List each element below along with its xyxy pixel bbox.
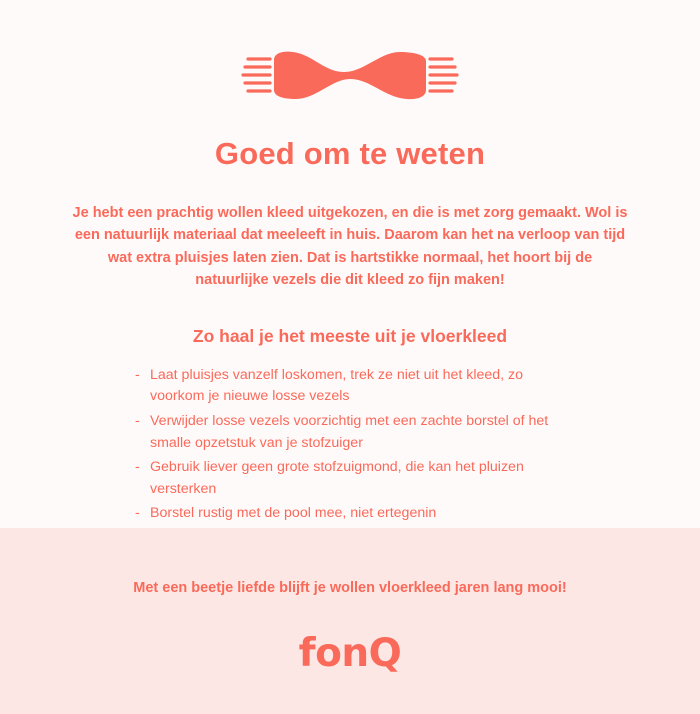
bullet-marker: -	[135, 459, 140, 476]
list-item-label: Gebruik liever geen grote stofzuigmond, die kan het pluizen versterken	[150, 459, 524, 497]
fonq-logo: fonQ	[298, 630, 402, 676]
list-item-label: Borstel rustig met de pool mee, niet ertegenin	[150, 505, 437, 522]
list-item-label: Verwijder losse vezels voorzichtig met een zachte borstel of het smalle opzetstuk van je stofzuiger	[150, 413, 549, 451]
footer-message: Met een beetje liefde blijft je wollen vloerkleed jaren lang mooi!	[133, 579, 567, 596]
list-item-label: Laat pluisjes vanzelf loskomen, trek ze niet uit het kleed, zo voorkom je nieuwe losse vezels	[150, 366, 524, 405]
tips-list	[135, 365, 565, 528]
bullet-marker: -	[135, 413, 140, 430]
list-item	[135, 457, 565, 500]
intro-paragraph: Je hebt een prachtig wollen kleed uitgekozen, en die is met zorg gemaakt. Wol is een natuurlijk materiaal dat meeleeft in huis. Daarom kan het na verloop van tijd wat extra pluisjes laten zien. Dat is hartstikke normaal, het hoort bij de natuurlijke vezels die dit kleed zo fijn maken!	[72, 205, 628, 289]
list-item	[135, 365, 565, 408]
page-title: Goed om te weten	[214, 136, 486, 171]
list-item	[135, 411, 565, 454]
card-footer	[0, 528, 700, 714]
bullet-marker: -	[135, 505, 140, 522]
rug-icon	[240, 46, 460, 108]
bullet-marker: -	[135, 366, 140, 383]
section-subtitle: Zo haal je het meeste uit je vloerkleed	[192, 325, 508, 346]
list-item	[135, 503, 565, 525]
